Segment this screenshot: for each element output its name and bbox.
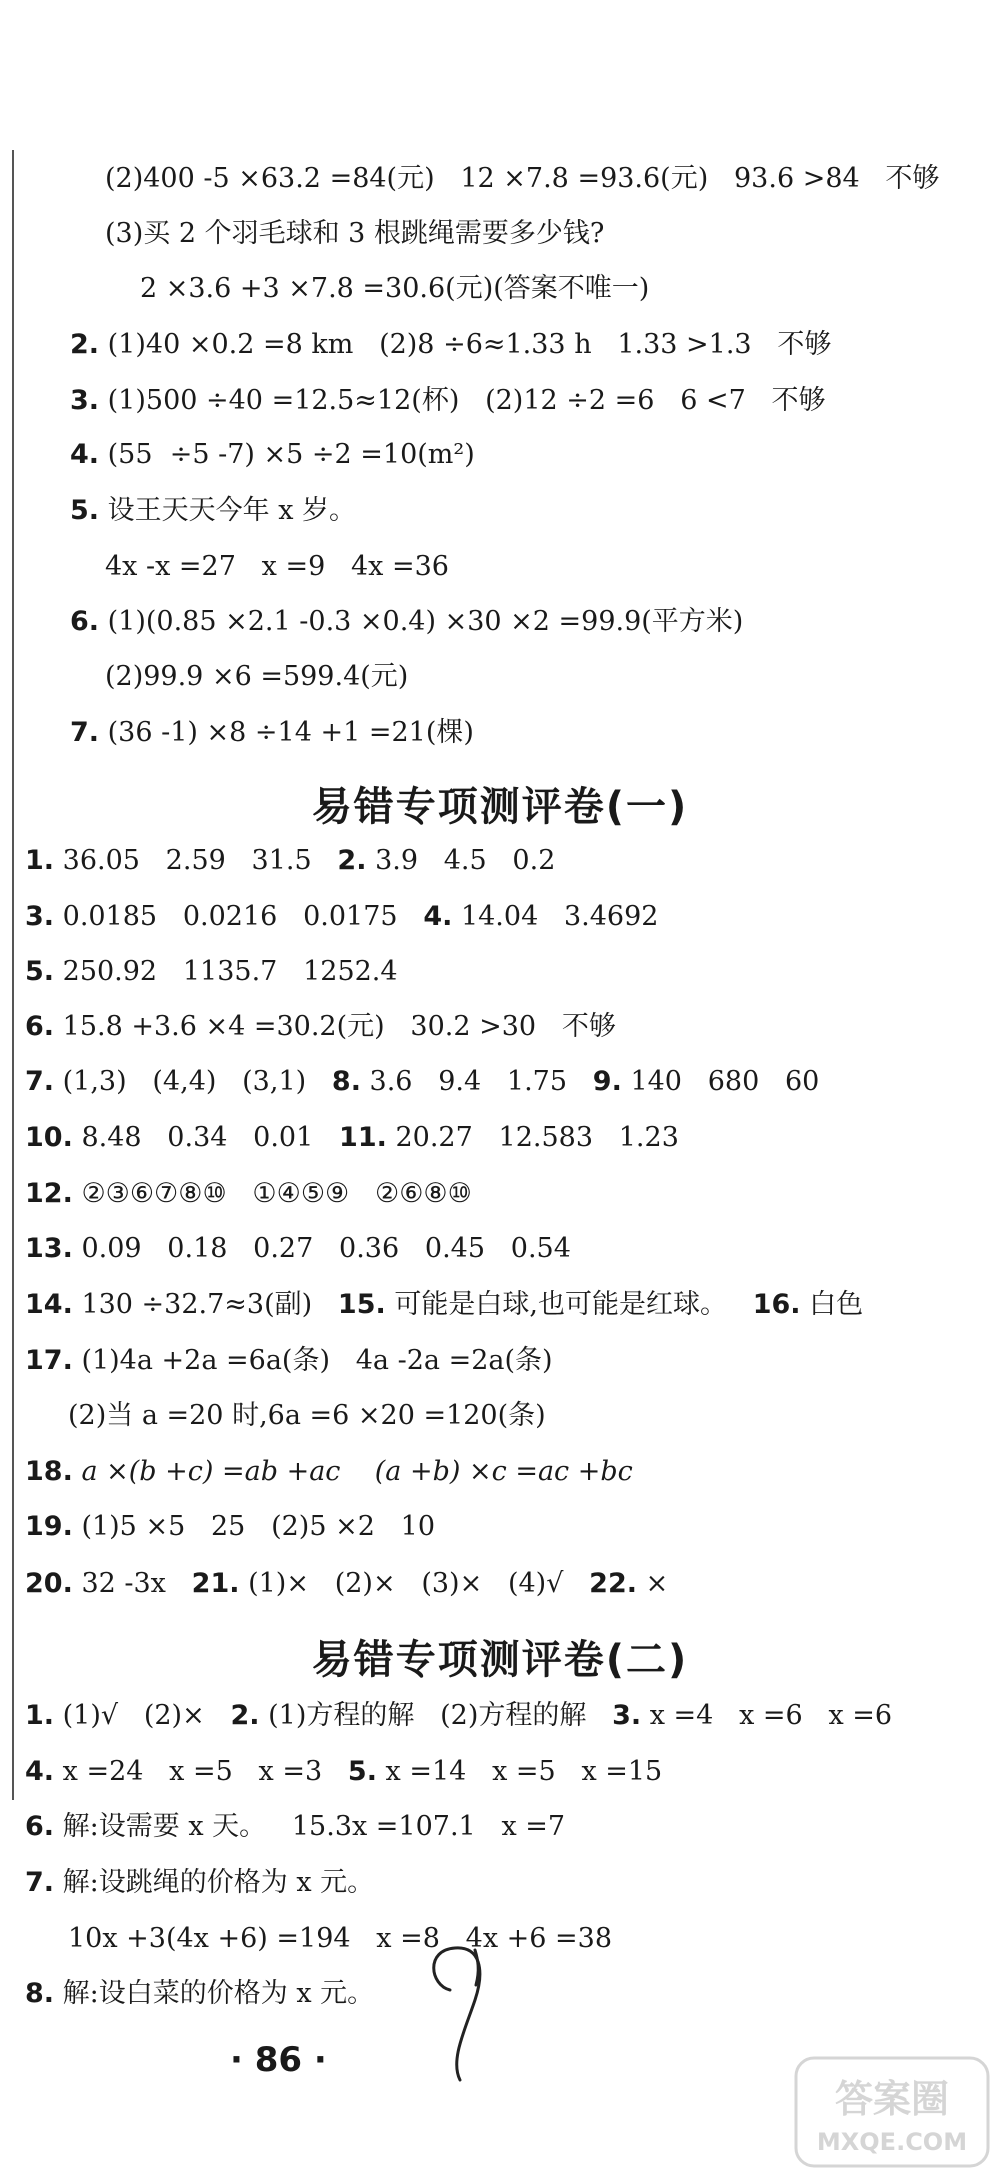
answer-item (25, 1813, 565, 1840)
svg-text:MXQE.COM: MXQE.COM (816, 2128, 968, 2156)
item-number: 7. (25, 1066, 55, 1097)
answer-item (70, 387, 826, 414)
answer-item (25, 1702, 892, 1729)
answer-text: 140 680 60 (630, 1066, 820, 1097)
item-number: 5. (25, 956, 55, 987)
answer-text: 0.09 0.18 0.27 0.36 0.45 0.54 (81, 1233, 571, 1264)
answer-text: 设王天天今年 x 岁。 (107, 495, 357, 526)
answer-line: 4x -x =27 x =9 4x =36 (105, 551, 449, 582)
answer-item (25, 1758, 662, 1785)
answer-item (25, 1869, 374, 1896)
item-number: 3. (70, 385, 100, 416)
answer-text: (1)√ (2)× (62, 1700, 205, 1731)
answer-text: x =24 x =5 x =3 (62, 1756, 323, 1787)
section-title: 易错专项测评卷(一) (311, 784, 689, 830)
item-number: 7. (25, 1867, 55, 1898)
answer-item (25, 1068, 819, 1095)
answer-line: (2)当 a =20 时,6a =6 ×20 =120(条) (68, 1400, 546, 1431)
answer-text: 解:设跳绳的价格为 x 元。 (62, 1867, 375, 1898)
item-number: 21. (191, 1568, 240, 1599)
answer-text: 3.6 9.4 1.75 (369, 1066, 568, 1097)
answer-item (25, 1980, 374, 2007)
answer-line: (3)买 2 个羽毛球和 3 根跳绳需要多少钱? (105, 218, 605, 249)
answer-text: (55 ÷5 -7) ×5 ÷2 =10(m²) (107, 439, 475, 470)
item-number: 2. (70, 329, 100, 360)
watermark-logo (792, 2052, 992, 2172)
item-number: 6. (25, 1011, 55, 1042)
answer-text: 白色 (809, 1289, 864, 1320)
item-number: 10. (25, 1122, 73, 1153)
item-number: 9. (592, 1066, 622, 1097)
answer-text: ②③⑥⑦⑧⑩ ①④⑤⑨ ②⑥⑧⑩ (81, 1178, 472, 1209)
answer-text: (1)40 ×0.2 =8 km (2)8 ÷6≈1.33 h 1.33 >1.3 不够 (107, 329, 832, 360)
item-number: 19. (25, 1511, 73, 1542)
answer-item (70, 497, 356, 524)
answer-text: 解:设白菜的价格为 x 元。 (62, 1978, 375, 2009)
answer-text: 14.04 3.4692 (460, 901, 659, 932)
svg-text:答案圈: 答案圈 (834, 2077, 950, 2121)
item-number: 5. (70, 495, 100, 526)
answer-text: (1)(0.85 ×2.1 -0.3 ×0.4) ×30 ×2 =99.9(平方米) (107, 606, 744, 637)
item-number: 22. (589, 1568, 637, 1599)
item-number: 8. (25, 1978, 55, 2009)
answer-item (70, 331, 831, 358)
item-number: 7. (70, 717, 100, 748)
answer-text: 250.92 1135.7 1252.4 (62, 956, 398, 987)
item-number: 17. (25, 1345, 73, 1376)
answer-text: 8.48 0.34 0.01 (81, 1122, 314, 1153)
answer-line: 2 ×3.6 +3 ×7.8 =30.6(元)(答案不唯一) (140, 273, 650, 304)
answer-item (25, 1458, 633, 1485)
item-number: 15. (337, 1289, 386, 1320)
item-number: 3. (25, 901, 55, 932)
item-number: 6. (70, 606, 100, 637)
answer-text: (1,3) (4,4) (3,1) (62, 1066, 307, 1097)
answer-text: (1)500 ÷40 =12.5≈12(杯) (2)12 ÷2 =6 6 <7 不够 (107, 385, 826, 416)
item-number: 12. (25, 1178, 73, 1209)
item-number: 13. (25, 1233, 73, 1264)
answer-text: 20.27 12.583 1.23 (395, 1122, 679, 1153)
item-number: 2. (230, 1700, 260, 1731)
item-number: 20. (25, 1568, 73, 1599)
item-number: 18. (25, 1456, 73, 1487)
answer-item (70, 441, 475, 468)
answer-text: (36 -1) ×8 ÷14 +1 =21(棵) (107, 717, 474, 748)
answer-item (25, 1291, 863, 1318)
answer-text: 可能是白球,也可能是红球。 (394, 1289, 727, 1320)
answer-line: 10x +3(4x +6) =194 x =8 4x +6 =38 (68, 1923, 613, 1954)
section-title: 易错专项测评卷(二) (311, 1637, 689, 1683)
item-number: 16. (752, 1289, 801, 1320)
answer-item (25, 903, 658, 930)
answer-text: 0.0185 0.0216 0.0175 (62, 901, 398, 932)
item-number: 4. (70, 439, 100, 470)
answer-item (25, 1013, 616, 1040)
answer-text: (1)方程的解 (2)方程的解 (268, 1700, 587, 1731)
answer-item (25, 1570, 668, 1597)
item-number: 1. (25, 845, 55, 876)
item-number: 11. (339, 1122, 387, 1153)
answer-item (25, 1347, 553, 1374)
answer-text: a ×(b +c) =ab +ac (a +b) ×c =ac +bc (81, 1456, 633, 1487)
answer-text: 解:设需要 x 天。 15.3x =107.1 x =7 (62, 1811, 566, 1842)
answer-text: 15.8 +3.6 ×4 =30.2(元) 30.2 >30 不够 (62, 1011, 616, 1042)
item-number: 5. (347, 1756, 377, 1787)
answer-line: (2)99.9 ×6 =599.4(元) (105, 661, 409, 692)
answer-text: x =4 x =6 x =6 (649, 1700, 893, 1731)
answer-item (25, 1513, 435, 1540)
handwritten-mark (410, 1930, 530, 2090)
answer-item (25, 1124, 679, 1151)
answer-item (70, 719, 474, 746)
item-number: 6. (25, 1811, 55, 1842)
answer-text: 3.9 4.5 0.2 (375, 845, 556, 876)
answer-text: (1)4a +2a =6a(条) 4a -2a =2a(条) (81, 1345, 553, 1376)
answer-line: (2)400 -5 ×63.2 =84(元) 12 ×7.8 =93.6(元) 93.6 >84 不够 (105, 163, 940, 194)
answer-text: 130 ÷32.7≈3(副) (81, 1289, 313, 1320)
page-number: · 86 · (230, 2040, 327, 2080)
item-number: 1. (25, 1700, 55, 1731)
answer-text: x =14 x =5 x =15 (385, 1756, 663, 1787)
answer-item (25, 958, 398, 985)
item-number: 2. (337, 845, 367, 876)
answer-item (25, 847, 555, 874)
answer-text: 32 -3x (81, 1568, 166, 1599)
answer-text: × (645, 1568, 669, 1599)
answer-item (25, 1180, 472, 1207)
item-number: 4. (423, 901, 453, 932)
margin-rule (12, 150, 14, 1800)
answer-text: (1)5 ×5 25 (2)5 ×2 10 (81, 1511, 436, 1542)
answer-text: (1)× (2)× (3)× (4)√ (248, 1568, 564, 1599)
answer-text: 36.05 2.59 31.5 (62, 845, 312, 876)
item-number: 14. (25, 1289, 73, 1320)
item-number: 4. (25, 1756, 55, 1787)
item-number: 3. (612, 1700, 642, 1731)
answer-item (25, 1235, 571, 1262)
answer-item (70, 608, 743, 635)
item-number: 8. (331, 1066, 361, 1097)
